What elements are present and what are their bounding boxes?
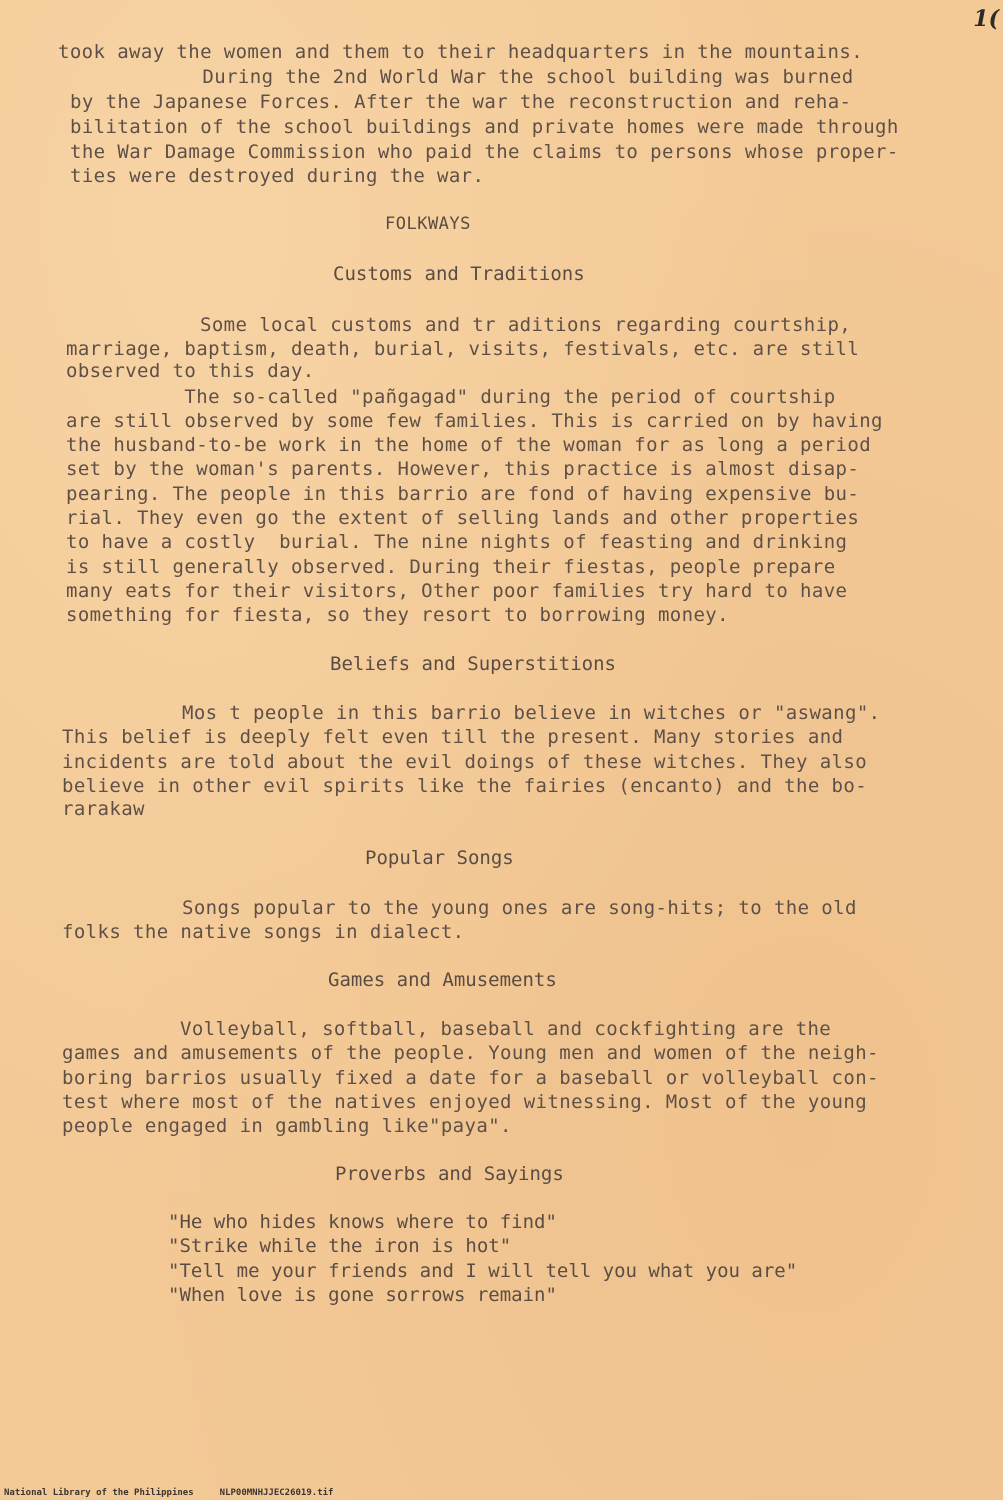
beliefs-line: rarakaw (62, 798, 145, 820)
customs-line: the husband-to-be work in the home of the woman for as long a period (66, 434, 872, 456)
heading-songs: Popular Songs (365, 847, 514, 869)
heading-games: Games and Amusements (328, 969, 557, 991)
intro-line: took away the women and them to their headquarters in the mountains. (58, 41, 864, 63)
intro-line: by the Japanese Forces. After the war the reconstruction and reha- (70, 91, 852, 113)
games-line: games and amusements of the people. Young men and women of the neigh- (62, 1042, 879, 1064)
page-number-mark: 1( (973, 6, 999, 32)
beliefs-line: This belief is deeply felt even till the present. Many stories and (62, 726, 844, 748)
beliefs-line: Mos t people in this barrio believe in witches or "aswang". (182, 702, 881, 724)
intro-line: bilitation of the school buildings and private homes were made through (70, 116, 899, 138)
customs-line: rial. They even go the extent of selling lands and other properties (66, 507, 860, 529)
beliefs-line: incidents are told about the evil doings of these witches. They also (62, 751, 868, 773)
proverb-item: "When love is gone sorrows remain" (168, 1284, 557, 1306)
games-line: test where most of the natives enjoyed witnessing. Most of the young (62, 1091, 868, 1113)
intro-line: ties were destroyed during the war. (70, 165, 485, 187)
customs-line: marriage, baptism, death, burial, visits, festivals, etc. are still (66, 338, 860, 360)
heading-proverbs: Proverbs and Sayings (335, 1163, 564, 1185)
proverb-item: "Tell me your friends and I will tell you what you are" (168, 1260, 798, 1282)
intro-line: During the 2nd World War the school building was burned (84, 66, 854, 88)
heading-beliefs: Beliefs and Superstitions (330, 653, 616, 675)
customs-line: is still generally observed. During their fiestas, people prepare (66, 556, 836, 578)
section-title-folkways: FOLKWAYS (385, 214, 471, 234)
intro-line: the War Damage Commission who paid the claims to persons whose proper- (70, 141, 899, 163)
customs-line: set by the woman's parents. However, this practice is almost disap- (66, 458, 860, 480)
games-line: people engaged in gambling like"paya". (62, 1115, 512, 1137)
games-line: Volleyball, softball, baseball and cockfighting are the (180, 1018, 832, 1040)
beliefs-line: believe in other evil spirits like the fairies (encanto) and the bo- (62, 775, 868, 797)
archive-footer (4, 1488, 359, 1498)
customs-line: pearing. The people in this barrio are fond of having expensive bu- (66, 483, 860, 505)
songs-line: folks the native songs in dialect. (62, 921, 465, 943)
games-line: boring barrios usually fixed a date for a baseball or volleyball con- (62, 1067, 879, 1089)
heading-customs: Customs and Traditions (333, 263, 585, 285)
customs-line: Some local customs and tr aditions regarding courtship, (200, 314, 852, 336)
footer-filename: NLP00MNHJJEC26019.tif (219, 1488, 334, 1498)
customs-line: many eats for their visitors, Other poor families try hard to have (66, 580, 848, 602)
customs-line: observed to this day. (66, 360, 315, 382)
proverb-item: "Strike while the iron is hot" (168, 1235, 512, 1257)
proverb-item: "He who hides knows where to find" (168, 1211, 557, 1233)
customs-line: are still observed by some few families. This is carried on by having (66, 410, 883, 432)
customs-line: The so-called "pañgagad" during the period of courtship (66, 386, 836, 408)
songs-line: Songs popular to the young ones are song-hits; to the old (182, 897, 857, 919)
footer-source: National Library of the Philippines (4, 1488, 194, 1498)
customs-line: something for fiesta, so they resort to borrowing money. (66, 604, 729, 626)
customs-line: to have a costly burial. The nine nights of feasting and drinking (66, 531, 848, 553)
